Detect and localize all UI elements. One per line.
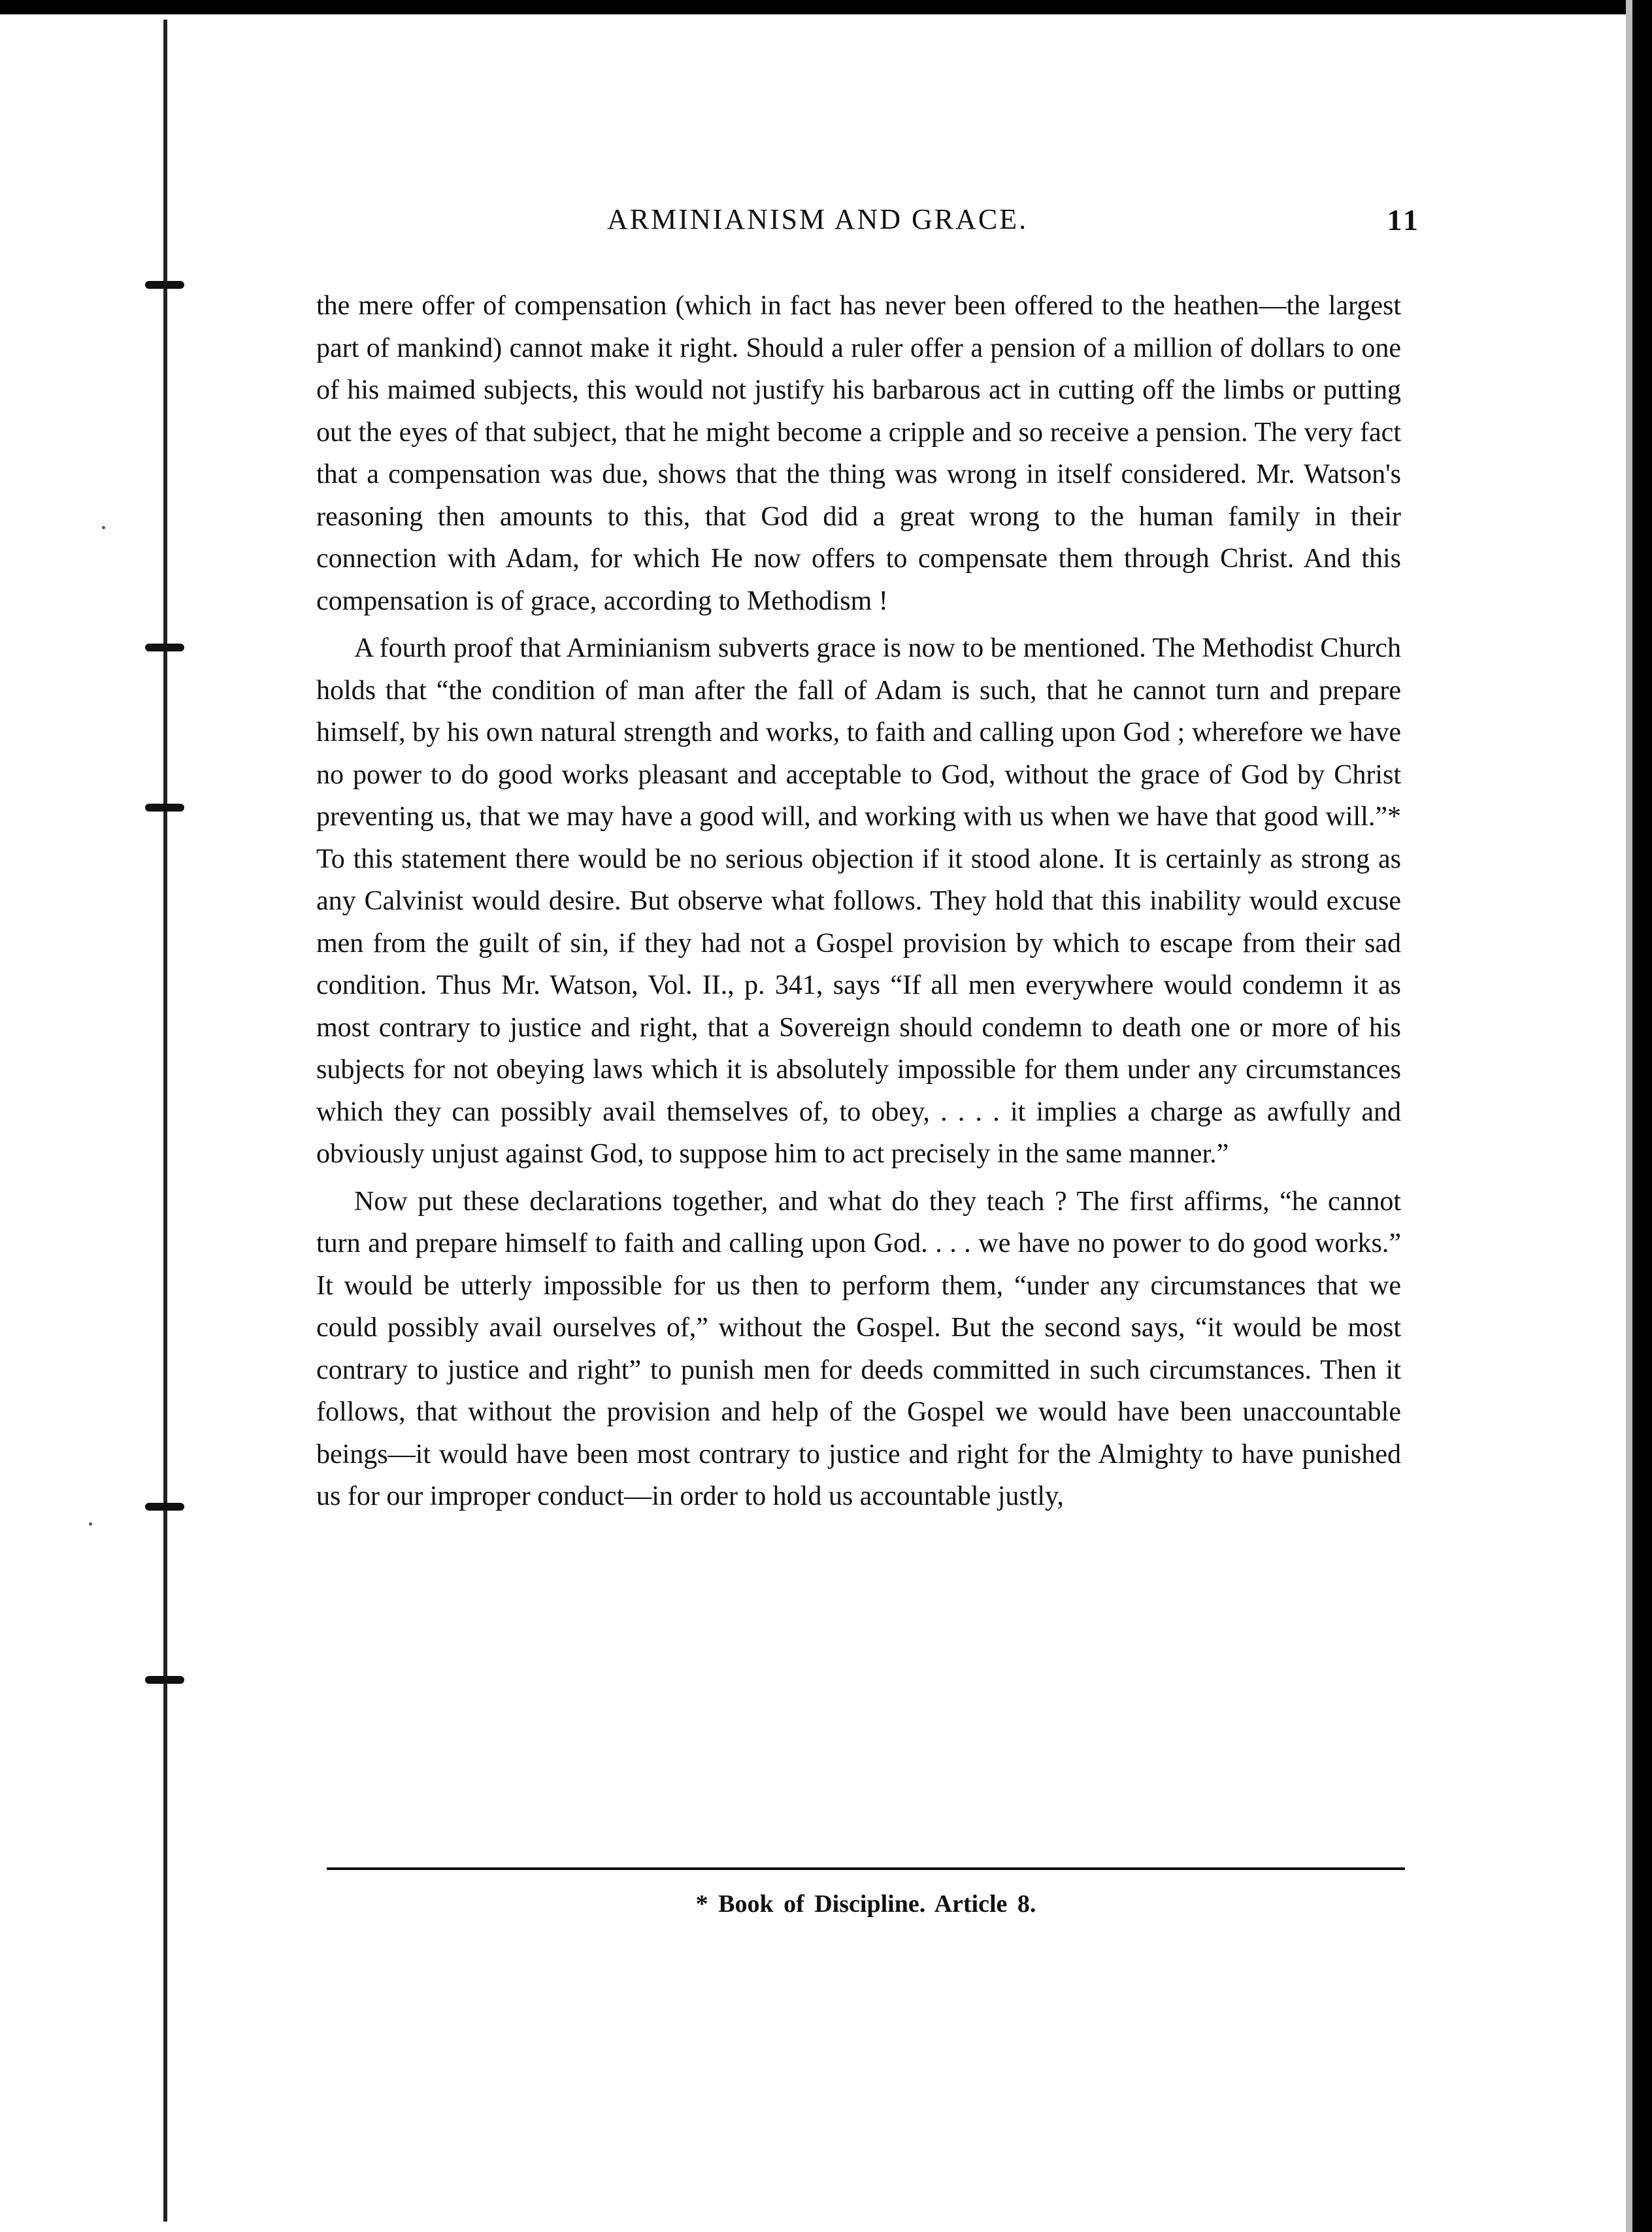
running-title: ARMINIANISM AND GRACE. (607, 203, 1029, 235)
scan-speck (89, 1522, 92, 1526)
page-number: 11 (1387, 203, 1421, 237)
paragraph-declarations: Now put these declarations together, and what do they teach ? The first affirms, “he cannot turn and prepare himself to faith and calling upon God. . . . we have no power to do good works.” It would be utterly impossible for us then to perform them, “under any circumstances that we could possibly avail ourselves of,” without the Gospel. But the second says, “it would be most contrary to justice and right” to punish men for deeds committed in such circumstances. Then it follows, that without the provision and help of the Gospel we would have been unaccountable beings—it would have been most contrary to justice and right for the Almighty to have punished us for our improper conduct—in order to hold us accountable justly, (316, 1186, 1401, 1511)
scan-speck (102, 526, 105, 529)
scan-right-shadow (1626, 0, 1632, 2232)
scan-top-border (0, 0, 1652, 14)
page-header (316, 203, 1421, 248)
binding-stitch (145, 644, 184, 651)
binding-stitch (145, 1676, 184, 1684)
paragraph-continuation: the mere offer of compensation (which in fact has never been offered to the heathen—the largest part of mankind) cannot make it right. Should a ruler offer a pension of a million of dollars to one of his maimed subjects, this would not justify his barbarous act in cutting off the limbs or putting out the eyes of that subject, that he might become a cripple and so receive a pension. The very fact that a compensation was due, shows that the thing was wrong in itself considered. Mr. Watson's reasoning then amounts to this, that God did a great wrong to the human family in their connection with Adam, for which He now offers to compensate them through Christ. And this compensation is of grace, according to Methodism ! (316, 291, 1401, 616)
binding-thread (163, 20, 167, 2222)
binding-stitch (145, 1503, 184, 1511)
binding-stitch (145, 281, 184, 289)
page-binding (157, 20, 176, 2222)
binding-stitch (145, 804, 184, 812)
footnote: * Book of Discipline. Article 8. (695, 1890, 1036, 1918)
scan-right-border (1632, 0, 1652, 2232)
paragraph-fourth-proof: A fourth proof that Arminianism subverts grace is now to be mentioned. The Methodist Church holds that “the condition of man after the fall of Adam is such, that he cannot turn and prepare himself, by his own natural strength and works, to faith and calling upon God ; wherefore we have no power to do good works pleasant and acceptable to God, without the grace of God by Christ preventing us, that we may have a good will, and working with us when we have that good will.”* To this statement there would be no serious objection if it stood alone. It is certainly as strong as any Calvinist would desire. But observe what follows. They hold that this inability would excuse men from the guilt of sin, if they had not a Gospel provision by which to escape from their sad condition. Thus Mr. Watson, Vol. II., p. 341, says “If all men everywhere would condemn it as most contrary to justice and right, that a Sovereign should condemn to death one or more of his subjects for not obeying laws which it is absolutely impossible for them under any circumstances which they can possibly avail themselves of, to obey, . . . . it implies a charge as awfully and obviously unjust against God, to suppose him to act precisely in the same manner.” (316, 633, 1401, 1169)
footnote-divider (327, 1867, 1405, 1870)
body-text (316, 285, 1401, 1518)
